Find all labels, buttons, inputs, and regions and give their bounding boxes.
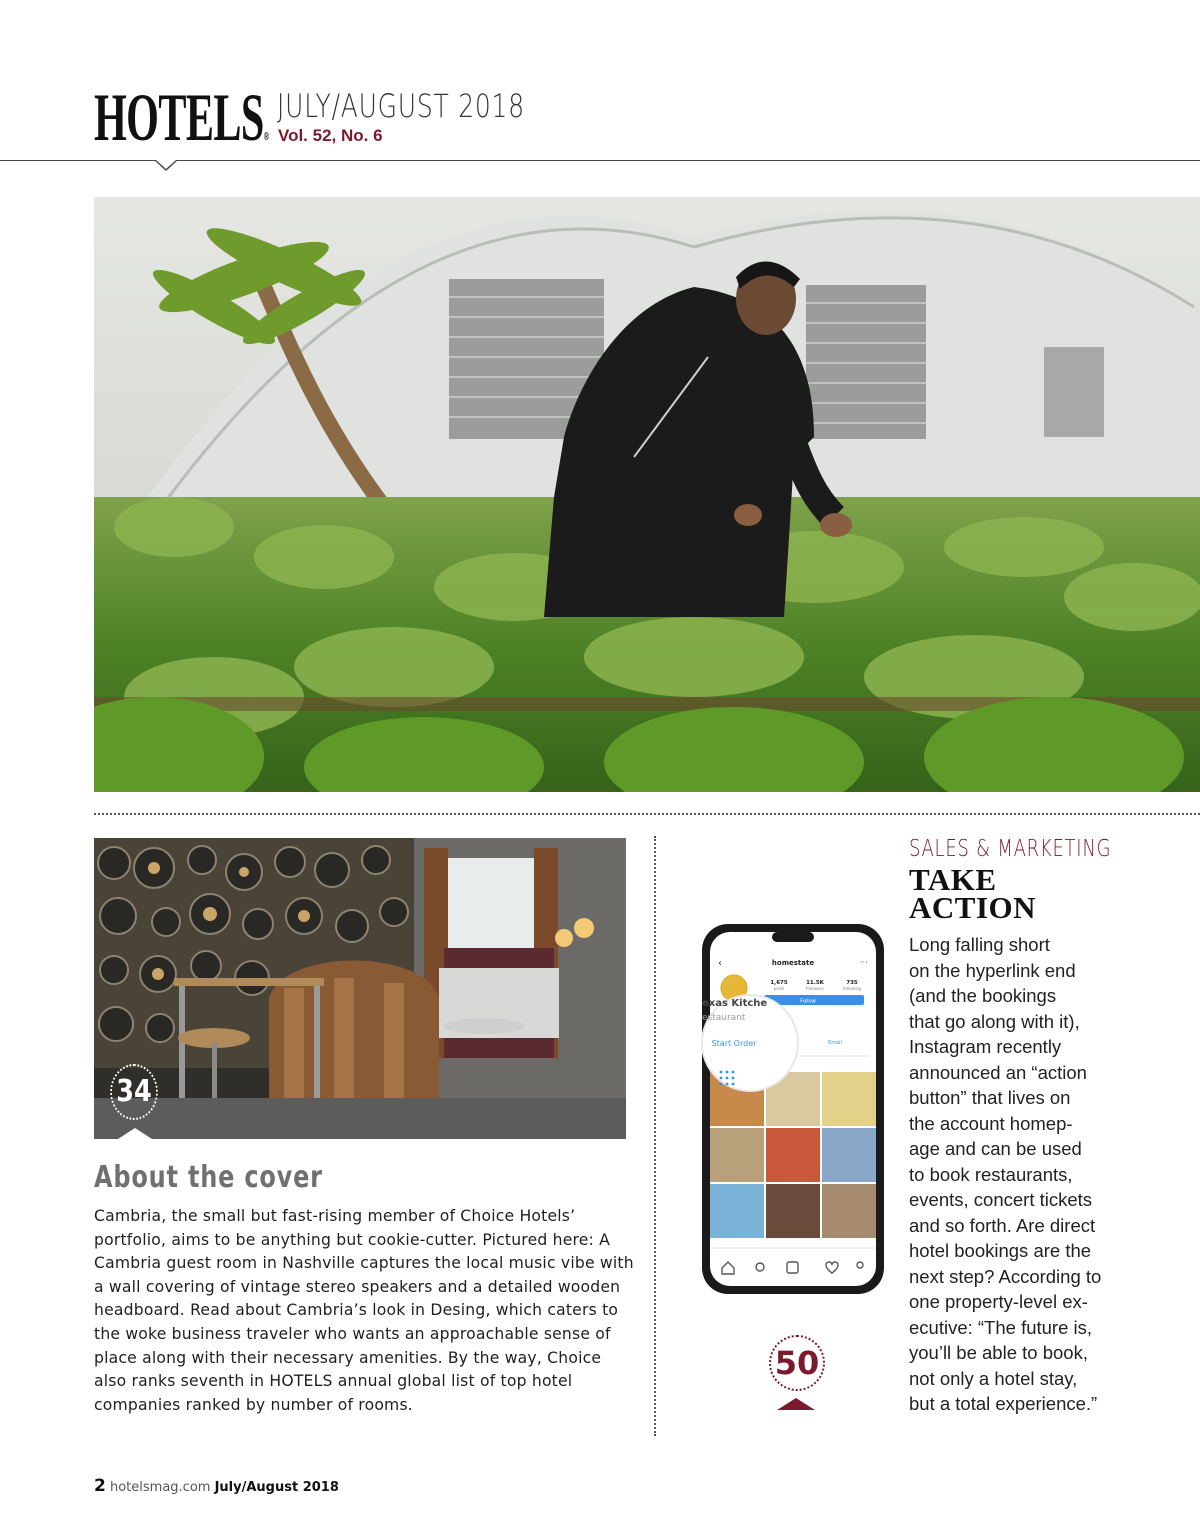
ig-stat-followers-label: followers [806,986,824,991]
ig-follow-label: Follow [800,998,816,1005]
ig-email-button[interactable]: Email [828,1040,842,1046]
cover-photo-notch [118,1128,152,1139]
feature-body-line: button” that lives on [909,1087,1071,1108]
feature-title-line-1: TAKE [909,862,997,897]
ig-start-order-button[interactable]: Start Order [711,1039,757,1048]
logo-text: HOTELS [94,79,264,155]
hotels-logo [94,79,269,155]
feature-body-line: announced an “action [909,1061,1087,1083]
footer-site[interactable]: hotelsmag.com [109,1480,211,1495]
registered-mark: ® [263,129,269,143]
page-badge-34[interactable]: 34 [110,1064,158,1120]
svg-text:···: ··· [860,958,868,967]
ig-stat-following: 735 [846,980,858,986]
feature-body [909,932,1119,1417]
feature-body-line: next step? According to [909,1265,1102,1287]
issue-date: JULY/AUGUST 2018 [277,87,525,125]
svg-text:‹: ‹ [718,958,722,969]
ig-stat-followers: 11.5K [806,980,824,986]
feature-body-line: age and can be used [909,1138,1082,1159]
section-divider-vertical [654,836,656,1436]
ig-stat-posts: 1,675 [770,980,788,986]
feature-body-line: one property-level ex- [909,1291,1088,1312]
ig-stat-following-label: following [843,986,861,991]
hero-illustration [94,197,1200,792]
page-badge-50[interactable]: 50 [769,1335,825,1391]
cover-photo [94,838,626,1139]
feature-body-line: events, concert tickets [909,1189,1093,1210]
feature-body-line: (and the bookings [909,985,1057,1006]
footer-page-number: 2 [94,1476,106,1496]
feature-body-line: ecutive: “The future is, [909,1316,1093,1338]
feature-title-line-2: ACTION [909,890,1037,925]
header-rule [0,160,1200,161]
page-footer [94,1476,339,1496]
feature-body-line: that go along with it), [909,1010,1080,1032]
feature-body-line: not only a hotel stay, [909,1367,1078,1389]
page-badge-50-arrow [777,1398,815,1410]
ig-stat-posts-label: posts [773,986,785,991]
feature-body-line: to book restaurants, [909,1163,1073,1185]
feature-body-line: hotel bookings are the [909,1240,1092,1261]
cover-illustration [94,838,626,1139]
section-divider-horizontal [94,813,1200,815]
feature-body-line: the account homep- [909,1112,1073,1134]
feature-body-line: you’ll be able to book, [909,1342,1088,1363]
feature-body-line: Long falling short [909,934,1050,955]
section-label: SALES & MARKETING [909,836,1112,862]
hero-photo [94,197,1200,792]
instagram-phone-mockup [700,922,886,1298]
issue-volume: Vol. 52, No. 6 [278,126,383,145]
feature-body-line: and so forth. Are direct [909,1214,1096,1236]
header-rule-notch-inner [156,160,176,169]
feature-body-line: on the hyperlink end [909,959,1076,981]
feature-body-line: but a total experience.” [909,1393,1098,1414]
grid-icon [720,1071,735,1086]
about-cover-heading: About the cover [94,1160,323,1195]
feature-body-line: Instagram recently [909,1036,1062,1057]
feature-title [909,862,1037,925]
ig-zoom-title: exas Kitche [702,998,768,1009]
ig-zoom-subtitle: estaurant [702,1013,746,1023]
about-cover-body: Cambria, the small but fast-rising member of Choice Hotels’ portfolio, aims to be anything but cookie-cutter. Pictured here: A Cambria guest room in Nashville captures the local music vibe with a wall covering of vintage stereo speakers and a detailed wooden headboard. Read about Cambria’s look in Desing, which caters to the woke business traveler who wants an approachable sense of place along with their necessary amenities. By the way, Choice also ranks seventh in HOTELS annual global list of top hotel companies ranked by number of rooms. [94,1207,634,1414]
ig-account-name: homestate [771,959,815,967]
ig-photo-grid [710,1072,876,1238]
footer-date: July/August 2018 [214,1480,339,1495]
